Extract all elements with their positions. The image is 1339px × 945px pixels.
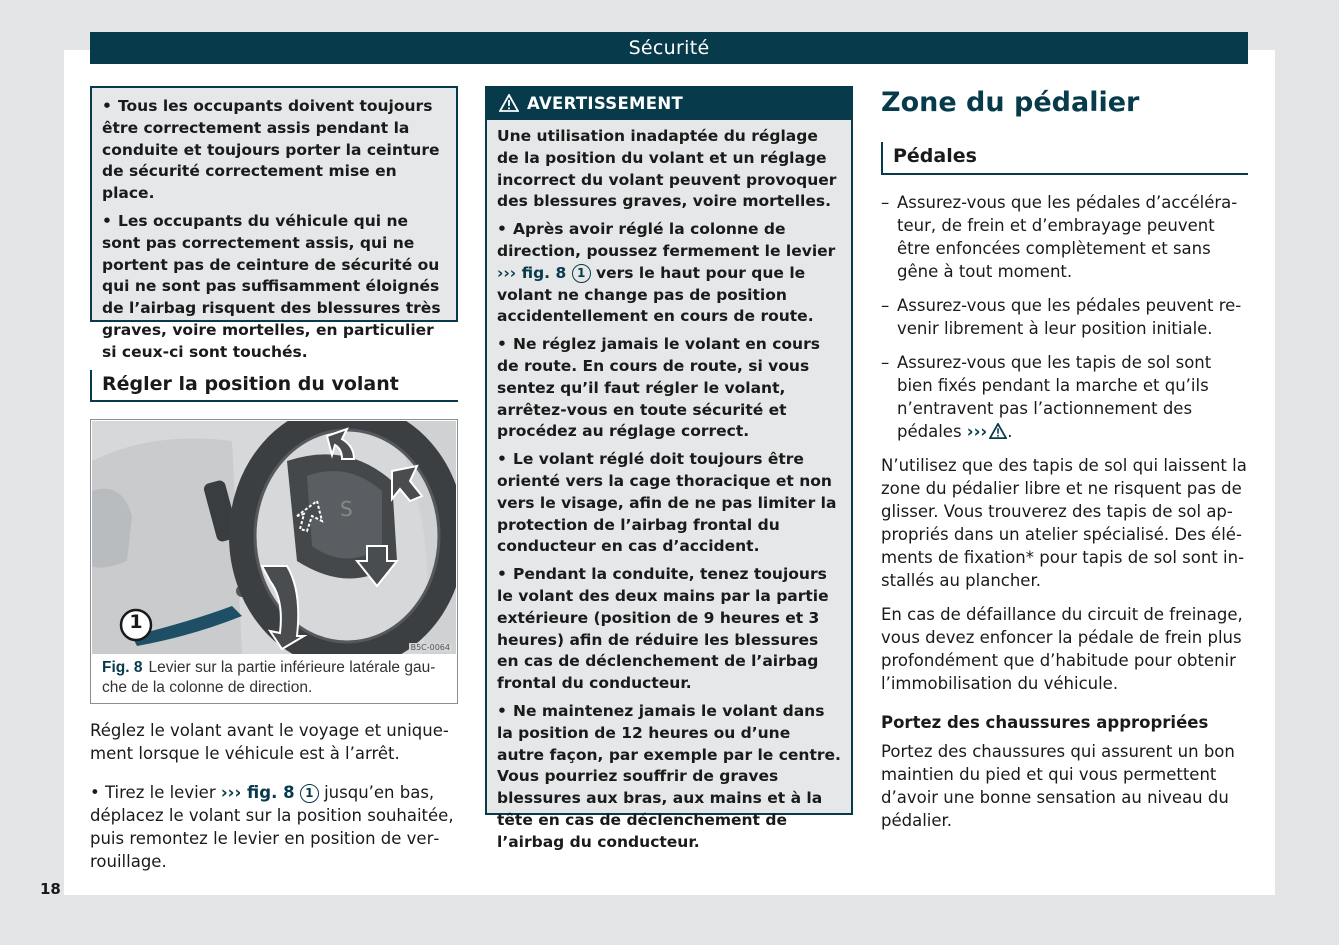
warning-bullet: • Ne maintenez jamais le volant dans la position de 12 heures ou d’une autre façon, par exemple par le centre. Vous pourriez souffrir de graves blessures aux bras, aux mains et à la tête en cas de déclenchement de l’airbag du conducteur. — [497, 701, 841, 851]
figure-8 — [90, 419, 458, 704]
figure-8-link[interactable]: ››› fig. 8 — [220, 783, 295, 802]
section-title-pedals: Pédales — [881, 142, 1248, 175]
intro-paragraph: Réglez le volant avant le voyage et uniquement lorsque le véhicule est à l’arrêt. — [90, 721, 449, 763]
warning-bullet: • Ne réglez jamais le volant en cours de route. En cours de route, si vous sentez qu’il faut régler le volant, arrêtez-vous en toute sécurité et procédez au réglage correct. — [497, 335, 820, 441]
steering-instructions — [90, 719, 458, 873]
shoes-paragraph: Portez des chaussures qui assurent un bon maintien du pied et qui vous permettent d’avoir une bonne sensation au niveau du pédalier. — [881, 742, 1235, 830]
dash-icon: – — [881, 193, 890, 212]
warning-intro: Une utilisation inadaptée du réglage de la position du volant et un réglage incorrect du volant peuvent provoquer des blessures graves, voire mortelles. — [497, 127, 837, 211]
section-title-steering: Régler la position du volant — [90, 370, 458, 402]
pedal-checklist — [881, 191, 1248, 443]
warning-bullet: • Pendant la conduite, tenez toujours le volant des deux mains par la partie extérieure (position de 9 heures et 3 heures) afin de réduire les blessures en cas de déclenchement de l’airbag frontal du conducteur. — [497, 565, 829, 693]
warning-bullet: • Les occupants du véhicule qui ne sont pas correctement assis, qui ne portent pas de ceinture de sécurité ou qui ne sont pas suffisamment éloignés de l’airbag risquent des blessures très graves, voire mortelles, en particulier si ceux-ci sont touchés. — [102, 211, 441, 361]
bullet-icon: • — [102, 211, 112, 230]
warning-triangle-icon — [989, 423, 1007, 439]
dash-icon: – — [881, 296, 890, 315]
step-bullet: • Tirez le levier ››› fig. 8 1 jusqu’en bas, déplacez le volant sur la position souhaitée, puis remontez le levier en position de verrouillage. — [90, 783, 454, 871]
checklist-item: – Assurez-vous que les tapis de sol sont bien fixés pendant la marche et qu’ils n’entravent pas l’actionnement des pédales ››› . — [881, 353, 1212, 441]
figure-label: Fig. 8 — [102, 659, 143, 676]
floor-mat-paragraph: N’utilisez que des tapis de sol qui laissent la zone du pédalier libre et ne risquent pas de glisser. Vous trouverez des tapis de sol appropriés dans un atelier spécialisé. Des éléments de fixation* pour tapis de sol sont installés au plancher. — [881, 456, 1247, 590]
svg-text:S: S — [340, 497, 353, 521]
bullet-icon: • — [497, 565, 507, 584]
figure-caption: Fig. 8 Levier sur la partie inférieure latérale gauche de la colonne de direction. — [102, 659, 436, 696]
brake-failure-paragraph: En cas de défaillance du circuit de freinage, vous devez enfoncer la pédale de frein plus profondément que d’habitude pour obtenir l’immobilisation du véhicule. — [881, 605, 1243, 693]
warning-box-continued — [90, 86, 458, 361]
warning-body — [487, 120, 851, 854]
bullet-icon: • — [497, 220, 507, 239]
warning-triangle-icon — [499, 94, 519, 112]
figure-code: B5C-0064 — [410, 643, 450, 652]
bullet-icon: • — [90, 783, 100, 802]
warning-bullet: • Après avoir réglé la colonne de direction, poussez fermement le levier ››› fig. 8 1 vers le haut pour que le volant ne change pas de position accidentellement en cours de route. — [497, 220, 836, 326]
bullet-icon: • — [102, 97, 112, 115]
page-number: 18 — [40, 880, 61, 898]
warning-link[interactable]: ››› — [967, 422, 1007, 441]
callout-1-label: 1 — [129, 611, 143, 633]
bullet-icon: • — [497, 335, 507, 354]
callout-ref-1: 1 — [572, 264, 591, 283]
callout-ref-1: 1 — [300, 784, 319, 803]
bullet-icon: • — [497, 701, 507, 720]
warning-bullet: • Le volant réglé doit toujours être orienté vers la cage thoracique et non vers le visage, afin de ne pas limiter la protection de l’airbag frontal du conducteur en cas d’accident. — [497, 450, 837, 556]
shoes-subheading: Portez des chaussures appropriées — [881, 713, 1209, 732]
bullet-icon: • — [497, 450, 507, 469]
checklist-item: – Assurez-vous que les pédales d’accélérateur, de frein et d’embrayage peuvent être enfoncées complètement et sans gêne à tout moment. — [881, 193, 1238, 281]
warning-header: AVERTISSEMENT — [487, 88, 851, 120]
chapter-header: Sécurité — [90, 32, 1248, 64]
warning-box — [485, 86, 853, 851]
checklist-item: – Assurez-vous que les pédales peuvent revenir librement à leur position initiale. — [881, 296, 1242, 338]
page-title: Zone du pédalier — [881, 87, 1140, 118]
dash-icon: – — [881, 353, 890, 372]
warning-bullet: • Tous les occupants doivent toujours être correctement assis pendant la conduite et toujours porter la ceinture de sécurité correctement mise en place. — [102, 97, 440, 203]
pedal-section — [881, 86, 1248, 832]
steering-wheel-illustration — [92, 421, 456, 654]
figure-8-link[interactable]: ››› fig. 8 — [497, 263, 567, 282]
